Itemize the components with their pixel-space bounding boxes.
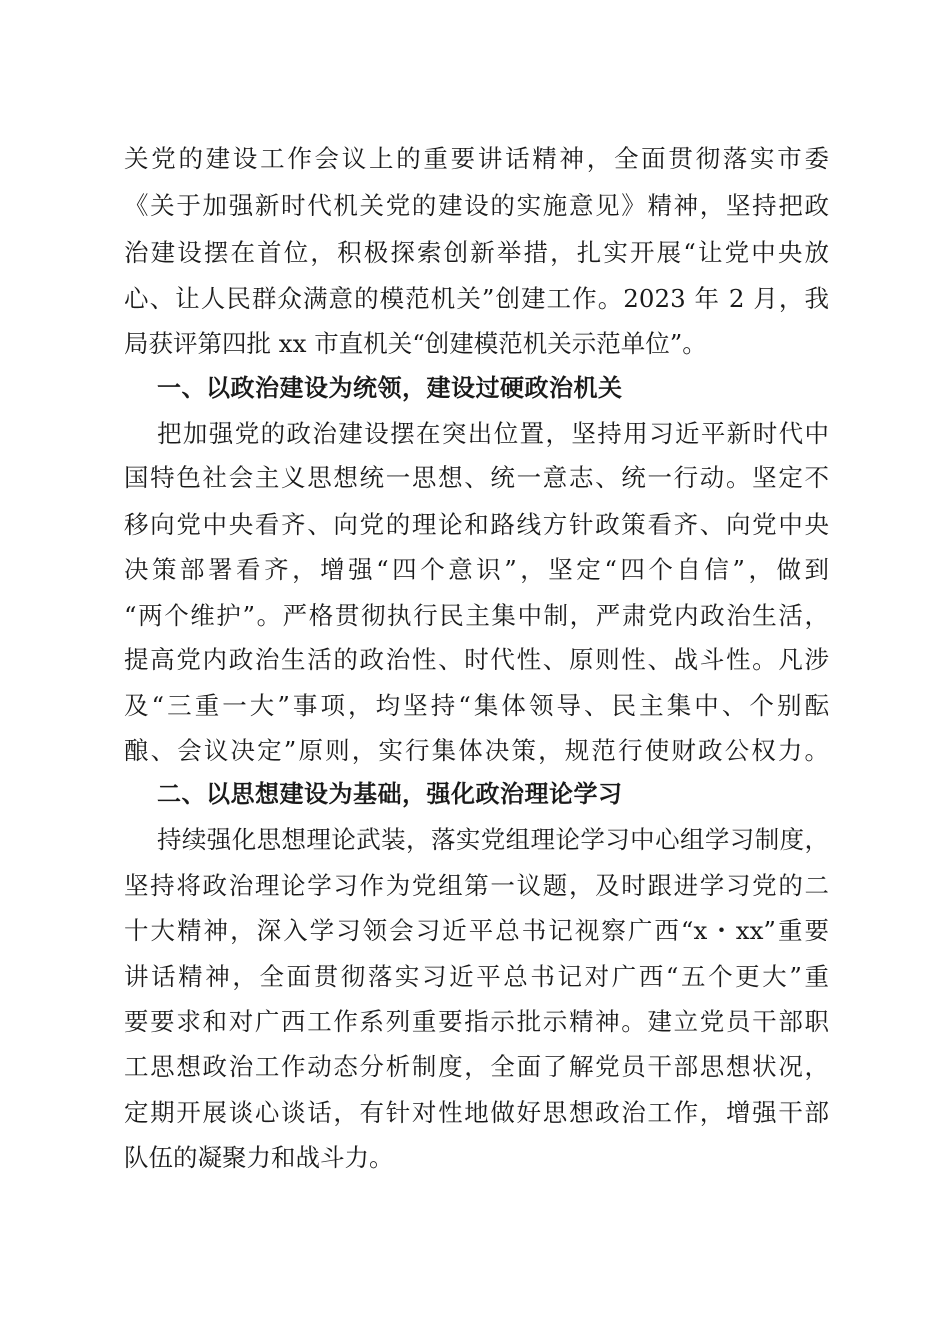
paragraph-2-line: 定期开展谈心谈话，有针对性地做好思想政治工作，增强干部: [124, 1098, 829, 1127]
paragraph-2-line: 讲话精神，全面贯彻落实习近平总书记对广西“五个更大”重: [124, 962, 829, 991]
paragraph-2-line: 要要求和对广西工作系列重要指示批示精神。建立党员干部职: [124, 1007, 829, 1036]
intro-line: 局获评第四批 xx 市直机关“创建模范机关示范单位”。: [124, 329, 707, 358]
paragraph-1-line: 移向党中央看齐、向党的理论和路线方针政策看齐、向党中央: [124, 510, 829, 539]
paragraph-2-line: 队伍的凝聚力和战斗力。: [124, 1143, 394, 1172]
section-heading-1: 一、以政治建设为统领，建设过硬政治机关: [157, 374, 623, 402]
paragraph-1-line: “两个维护”。严格贯彻执行民主集中制，严肃党内政治生活，: [124, 601, 829, 630]
paragraph-1-line: 提高党内政治生活的政治性、时代性、原则性、战斗性。凡涉: [124, 645, 829, 674]
paragraph-1-line: 把加强党的政治建设摆在突出位置，坚持用习近平新时代中: [157, 419, 829, 448]
intro-line: 《关于加强新时代机关党的建设的实施意见》精神，坚持把政: [124, 191, 829, 220]
paragraph-1-line: 酿、会议决定”原则，实行集体决策，规范行使财政公权力。: [124, 736, 829, 765]
intro-line: 心、让人民群众满意的模范机关”创建工作。2023 年 2 月，我: [124, 284, 829, 313]
paragraph-1-line: 国特色社会主义思想统一思想、统一意志、统一行动。坚定不: [124, 463, 829, 492]
paragraph-2-line: 工思想政治工作动态分析制度，全面了解党员干部思想状况，: [124, 1052, 829, 1081]
paragraph-1-line: 决策部署看齐，增强“四个意识”，坚定“四个自信”，做到: [124, 555, 829, 584]
intro-line: 治建设摆在首位，积极探索创新举措，扎实开展“让党中央放: [124, 238, 829, 267]
paragraph-1-line: 及“三重一大”事项，均坚持“集体领导、民主集中、个别酝: [124, 691, 829, 720]
intro-line: 关党的建设工作会议上的重要讲话精神，全面贯彻落实市委: [124, 144, 829, 173]
paragraph-2-line: 持续强化思想理论武装，落实党组理论学习中心组学习制度，: [157, 825, 829, 854]
paragraph-2-line: 坚持将政治理论学习作为党组第一议题，及时跟进学习党的二: [124, 871, 829, 900]
paragraph-2-line: 十大精神，深入学习领会习近平总书记视察广西“x・xx”重要: [124, 916, 829, 945]
section-heading-2: 二、以思想建设为基础，强化政治理论学习: [157, 780, 623, 808]
